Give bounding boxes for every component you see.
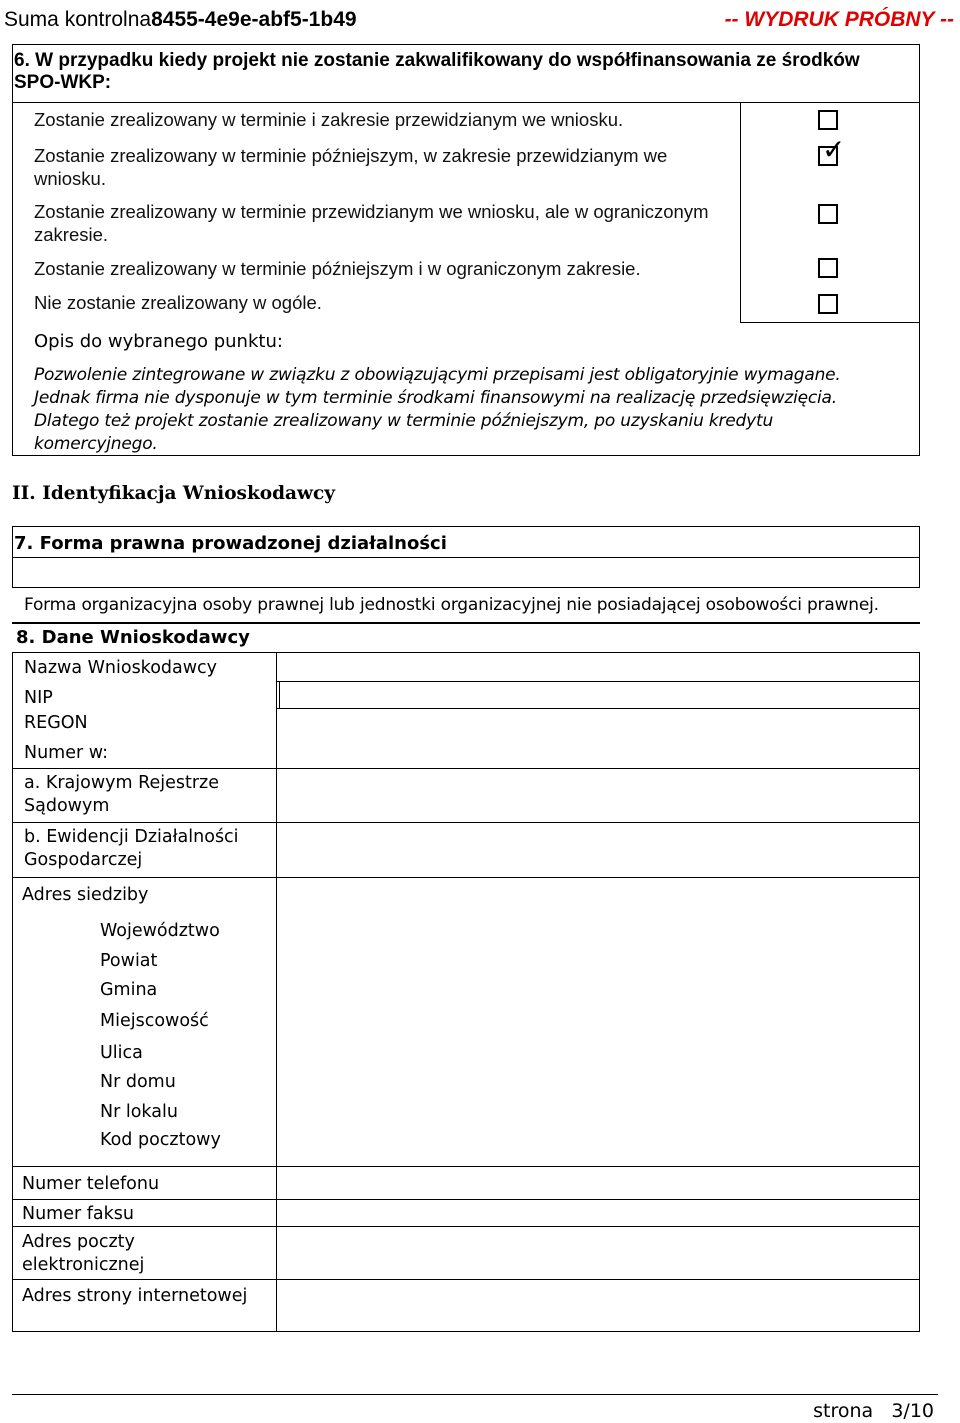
- option-2-checkbox[interactable]: [818, 133, 846, 166]
- section2-title: II. Identyfikacja Wnioskodawcy: [12, 483, 335, 504]
- page-label: strona: [813, 1400, 874, 1422]
- description-label: Opis do wybranego punktu:: [34, 331, 283, 352]
- field-label-numer-w: Numer w:: [24, 743, 109, 763]
- option-1-label: Zostanie zrealizowany w terminie i zakresie przewidzianym we wniosku.: [34, 109, 624, 130]
- legal-form-field[interactable]: [20, 563, 910, 583]
- field-label-wojewodztwo: Województwo: [100, 921, 220, 941]
- option-3-label: Zostanie zrealizowany w terminie przewidzianym we wniosku, ale w ograniczonym zakresie.: [34, 201, 709, 245]
- field-label-nip: NIP: [24, 688, 53, 708]
- field-label-nr-domu: Nr domu: [100, 1072, 176, 1092]
- field-label-powiat: Powiat: [100, 951, 158, 971]
- checksum-value: 8455-4e9e-abf5-1b49: [151, 8, 357, 31]
- field-label-faks: Numer faksu: [22, 1204, 134, 1224]
- option-3-checkbox[interactable]: [818, 204, 838, 224]
- option-4-checkbox[interactable]: [818, 258, 838, 278]
- checksum-label: Suma kontrolna: [4, 8, 152, 31]
- field-label-krs: a. Krajowym Rejestrze Sądowym: [24, 773, 219, 816]
- section7-title: 7. Forma prawna prowadzonej działalności: [14, 533, 447, 554]
- description-text: Pozwolenie zintegrowane w związku z obowiązującymi przepisami jest obligatoryjnie wymagane. Jednak firma nie dysponuje w tym terminie środkami finansowymi na realizację przedsięwzięcia. Dlatego też projekt zostanie zrealizowany w terminie późniejszym, po uzyskaniu kredytu komercyjnego.: [34, 365, 841, 454]
- field-label-email: Adres poczty elektronicznej: [22, 1232, 145, 1275]
- option-5-checkbox[interactable]: [818, 294, 838, 314]
- option-5-label: Nie zostanie zrealizowany w ogóle.: [34, 292, 322, 313]
- field-label-nr-lokalu: Nr lokalu: [100, 1102, 178, 1122]
- option-2-label: Zostanie zrealizowany w terminie późniejszym, w zakresie przewidzianym we wniosku.: [34, 145, 668, 189]
- draft-print-label: -- WYDRUK PRÓBNY --: [724, 8, 954, 31]
- option-1-checkbox[interactable]: [818, 110, 838, 130]
- section6-title: 6. W przypadku kiedy projekt nie zostanie zakwalifikowany do współfinansowania ze środków SPO-WKP:: [14, 50, 860, 93]
- checkmark-icon: ✓: [822, 133, 846, 166]
- field-label-kod: Kod pocztowy: [100, 1130, 221, 1150]
- field-label-nazwa: Nazwa Wnioskodawcy: [24, 658, 218, 678]
- legal-form-description: Forma organizacyjna osoby prawnej lub jednostki organizacyjnej nie posiadającej osobowości prawnej.: [24, 595, 879, 615]
- field-label-telefon: Numer telefonu: [22, 1174, 160, 1194]
- page-number: [813, 1400, 934, 1422]
- field-label-adres: Adres siedziby: [22, 885, 149, 905]
- checksum-header: [4, 8, 357, 32]
- field-label-ulica: Ulica: [100, 1043, 143, 1063]
- field-label-regon: REGON: [24, 713, 88, 733]
- field-label-gmina: Gmina: [100, 980, 158, 1000]
- field-label-miejscowosc: Miejscowość: [100, 1011, 209, 1031]
- page-count: 3/10: [891, 1400, 934, 1422]
- field-label-ewidencja: b. Ewidencji Działalności Gospodarczej: [24, 827, 239, 870]
- field-label-www: Adres strony internetowej: [22, 1286, 248, 1306]
- section8-title: 8. Dane Wnioskodawcy: [16, 627, 250, 648]
- option-4-label: Zostanie zrealizowany w terminie późniejszym i w ograniczonym zakresie.: [34, 258, 641, 279]
